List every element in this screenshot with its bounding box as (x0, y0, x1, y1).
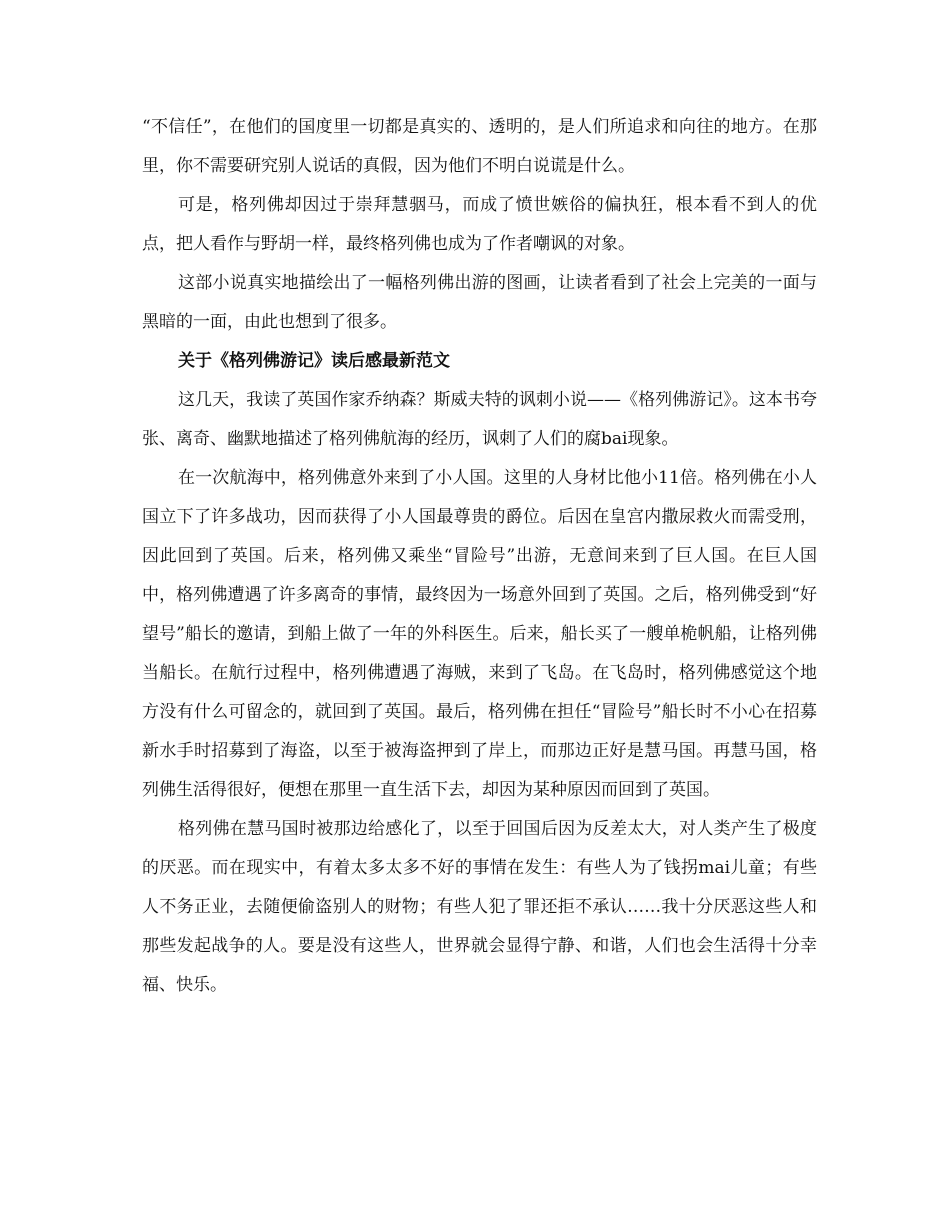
paragraph: 这几天，我读了英国作家乔纳森？斯威夫特的讽刺小说——《格列佛游记》。这本书夸张、离奇、幽默地描述了格列佛航海的经历，讽刺了人们的腐bai现象。 (142, 390, 817, 449)
section-heading: 关于《格列佛游记》读后感最新范文 (178, 351, 450, 371)
paragraph: 这部小说真实地描绘出了一幅格列佛出游的图画，让读者看到了社会上完美的一面与黑暗的一面，由此也想到了很多。 (142, 273, 817, 332)
paragraph: 格列佛在慧马国时被那边给感化了，以至于回国后因为反差太大，对人类产生了极度的厌恶。而在现实中，有着太多太多不好的事情在发生：有些人为了钱拐mai儿童；有些人不务正业，去随便偷盗别人的财物；有些人犯了罪还拒不承认……我十分厌恶这些人和那些发起战争的人。要是没有这些人，世界就会显得宁静、和谐，人们也会生活得十分幸福、快乐。 (142, 819, 817, 995)
paragraph: “不信任”，在他们的国度里一切都是真实的、透明的，是人们所追求和向往的地方。在那里，你不需要研究别人说话的真假，因为他们不明白说谎是什么。 (142, 117, 817, 176)
paragraph: 可是，格列佛却因过于崇拜慧骃马，而成了愤世嫉俗的偏执狂，根本看不到人的优点，把人看作与野胡一样，最终格列佛也成为了作者嘲讽的对象。 (142, 195, 817, 254)
document-body (142, 108, 817, 1005)
paragraph: 在一次航海中，格列佛意外来到了小人国。这里的人身材比他小11倍。格列佛在小人国立下了许多战功，因而获得了小人国最尊贵的爵位。后因在皇宫内撒尿救火而需受刑，因此回到了英国。后来，格列佛又乘坐“冒险号”出游，无意间来到了巨人国。在巨人国中，格列佛遭遇了许多离奇的事情，最终因为一场意外回到了英国。之后，格列佛受到“好望号”船长的邀请，到船上做了一年的外科医生。后来，船长买了一艘单桅帆船，让格列佛当船长。在航行过程中，格列佛遭遇了海贼，来到了飞岛。在飞岛时，格列佛感觉这个地方没有什么可留念的，就回到了英国。最后，格列佛在担任“冒险号”船长时不小心在招募新水手时招募到了海盗，以至于被海盗押到了岸上，而那边正好是慧马国。再慧马国，格列佛生活得很好，便想在那里一直生活下去，却因为某种原因而回到了英国。 (142, 468, 817, 800)
